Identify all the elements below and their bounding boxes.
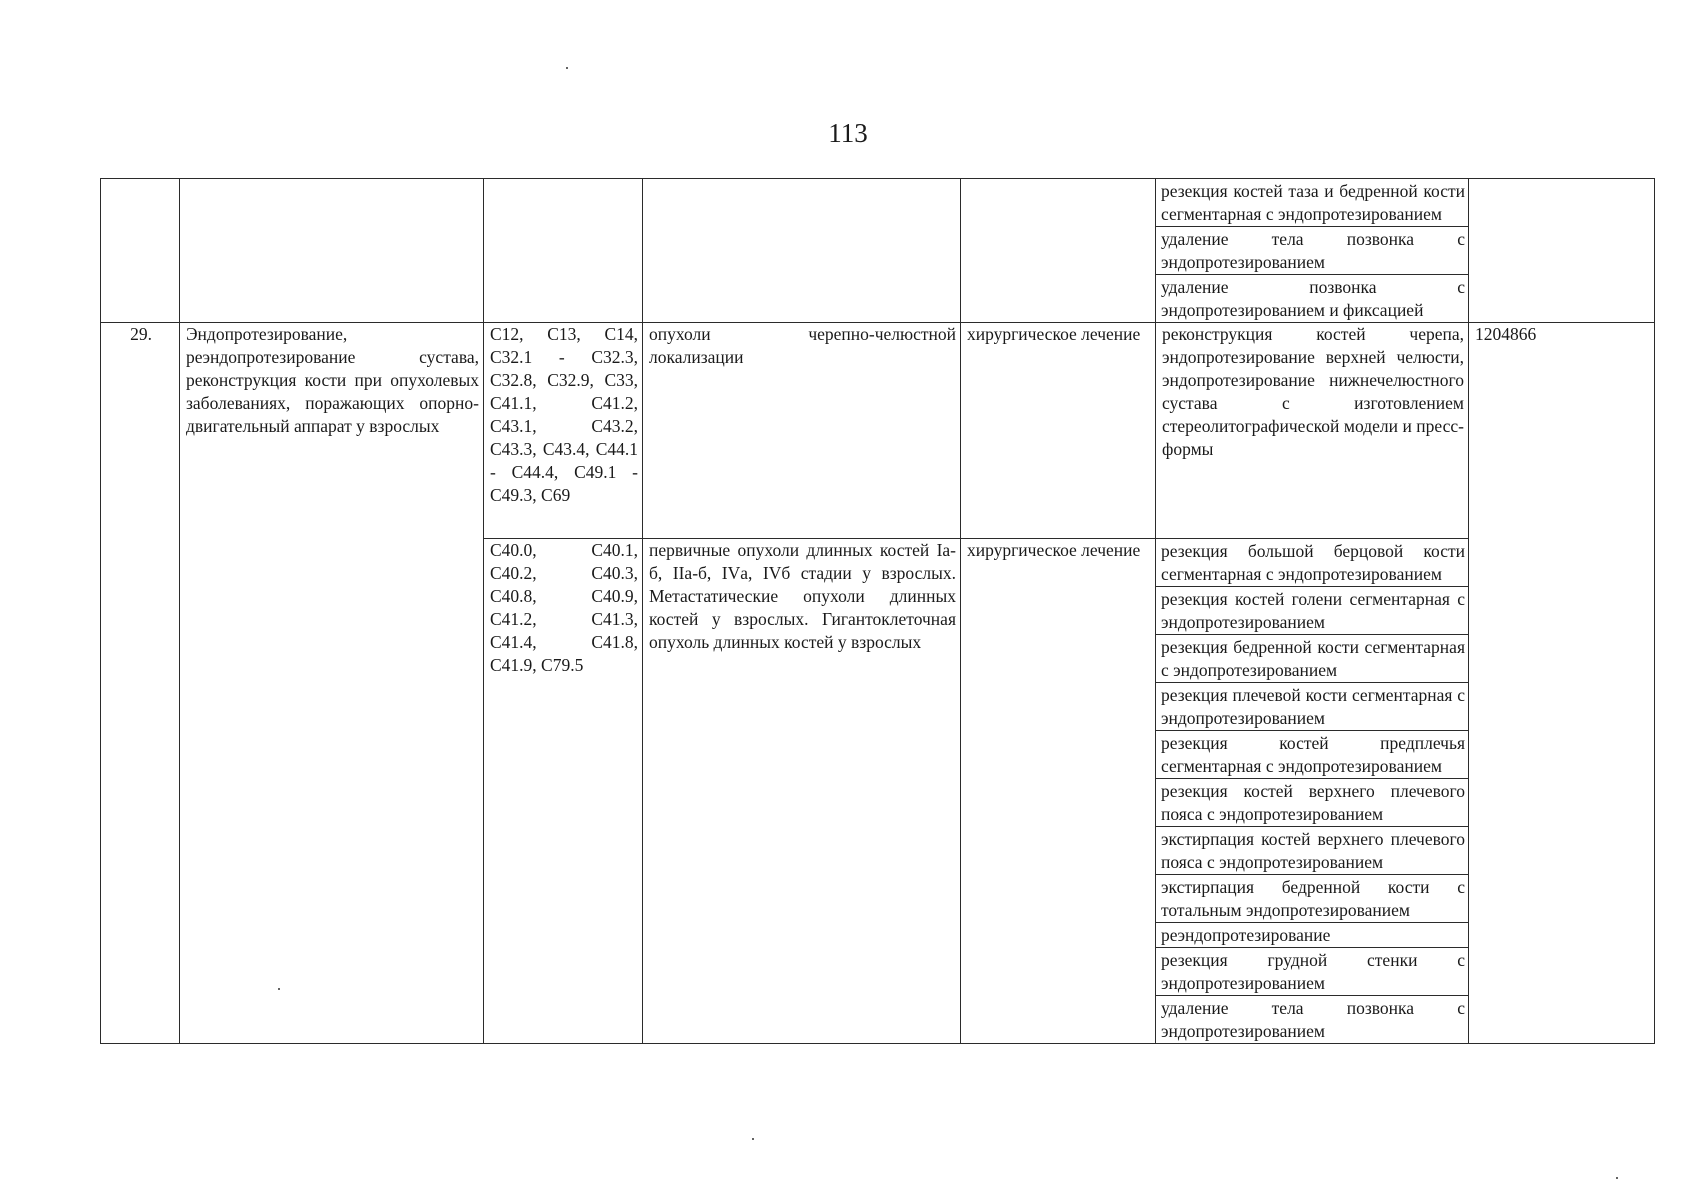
treatment-method: удаление позвонка с эндопротезированием и фиксацией bbox=[1161, 277, 1465, 320]
treatment-method: резекция костей предплечья сегментарная с эндопротезированием bbox=[1156, 731, 1468, 779]
icd-codes: С40.0, С40.1, С40.2, С40.3, С40.8, С40.9, С41.2, С41.3, С41.4, С41.8, С41.9, С79.5 bbox=[484, 539, 643, 1044]
treatment-method: удаление тела позвонка с эндопротезированием bbox=[1161, 998, 1465, 1041]
treatment-method: резекция костей таза и бедренной кости сегментарная с эндопротезированием bbox=[1156, 179, 1468, 227]
empty-cell bbox=[180, 179, 484, 323]
table-row bbox=[101, 323, 1655, 539]
treatment-method: удаление тела позвонка с эндопротезированием bbox=[1156, 227, 1468, 275]
treatment-type: хирургическое лечение bbox=[961, 539, 1156, 1044]
treatment-method: резекция грудной стенки с эндопротезированием bbox=[1156, 948, 1468, 996]
treatment-methods-cell bbox=[1156, 539, 1469, 1044]
empty-cell bbox=[961, 179, 1156, 323]
empty-cell bbox=[643, 179, 961, 323]
treatment-method: резекция большой берцовой кости сегментарная с эндопротезированием bbox=[1156, 539, 1468, 587]
empty-cell bbox=[484, 179, 643, 323]
treatment-method: реконструкция костей черепа, эндопротезирование верхней челюсти, эндопротезирование нижнечелюстного сустава с изготовлением стереолитографической модели и пресс-формы bbox=[1156, 323, 1469, 539]
page-number: 113 bbox=[828, 118, 868, 148]
empty-cell bbox=[1469, 179, 1655, 323]
treatment-method: резекция костей верхнего плечевого пояса с эндопротезированием bbox=[1156, 779, 1468, 827]
treatment-method: резекция костей голени сегментарная с эндопротезированием bbox=[1156, 587, 1468, 635]
icd-codes: С12, С13, С14, С32.1 - С32.3, С32.8, С32.9, С33, С41.1, С41.2, С43.1, С43.2, С43.3, С43.4, С44.1 - С44.4, С49.1 - С49.3, С69 bbox=[484, 323, 643, 539]
treatment-method: резекция плечевой кости сегментарная с эндопротезированием bbox=[1156, 683, 1468, 731]
continuation-row bbox=[101, 179, 1655, 323]
treatment-method: экстирпация костей верхнего плечевого пояса с эндопротезированием bbox=[1156, 827, 1468, 875]
treatment-method: реэндопротезирование bbox=[1156, 923, 1468, 948]
treatment-method: резекция бедренной кости сегментарная с эндопротезированием bbox=[1156, 635, 1468, 683]
treatment-method: экстирпация бедренной кости с тотальным эндопротезированием bbox=[1156, 875, 1468, 923]
patient-model: опухоли черепно-челюстной локализации bbox=[643, 323, 961, 539]
treatment-type: хирургическое лечение bbox=[961, 323, 1156, 539]
scan-speck bbox=[566, 67, 568, 69]
patient-model: первичные опухоли длинных костей Iа-б, IIа-б, IVа, IVб стадии у взрослых. Метастатические опухоли длинных костей у взрослых. Гигантоклеточная опухоль длинных костей у взрослых bbox=[643, 539, 961, 1044]
scan-speck bbox=[1616, 1177, 1618, 1179]
treatment-methods-cell bbox=[1156, 179, 1469, 323]
empty-cell bbox=[101, 179, 180, 323]
service-name: Эндопротезирование, реэндопротезирование сустава, реконструкция кости при опухолевых заболеваниях, поражающих опорно-двигательный аппарат у взрослых bbox=[180, 323, 484, 1044]
scan-speck bbox=[752, 1138, 754, 1140]
services-table bbox=[100, 178, 1655, 1044]
standard-cost: 1204866 bbox=[1469, 323, 1655, 1044]
row-number: 29. bbox=[101, 323, 180, 1044]
